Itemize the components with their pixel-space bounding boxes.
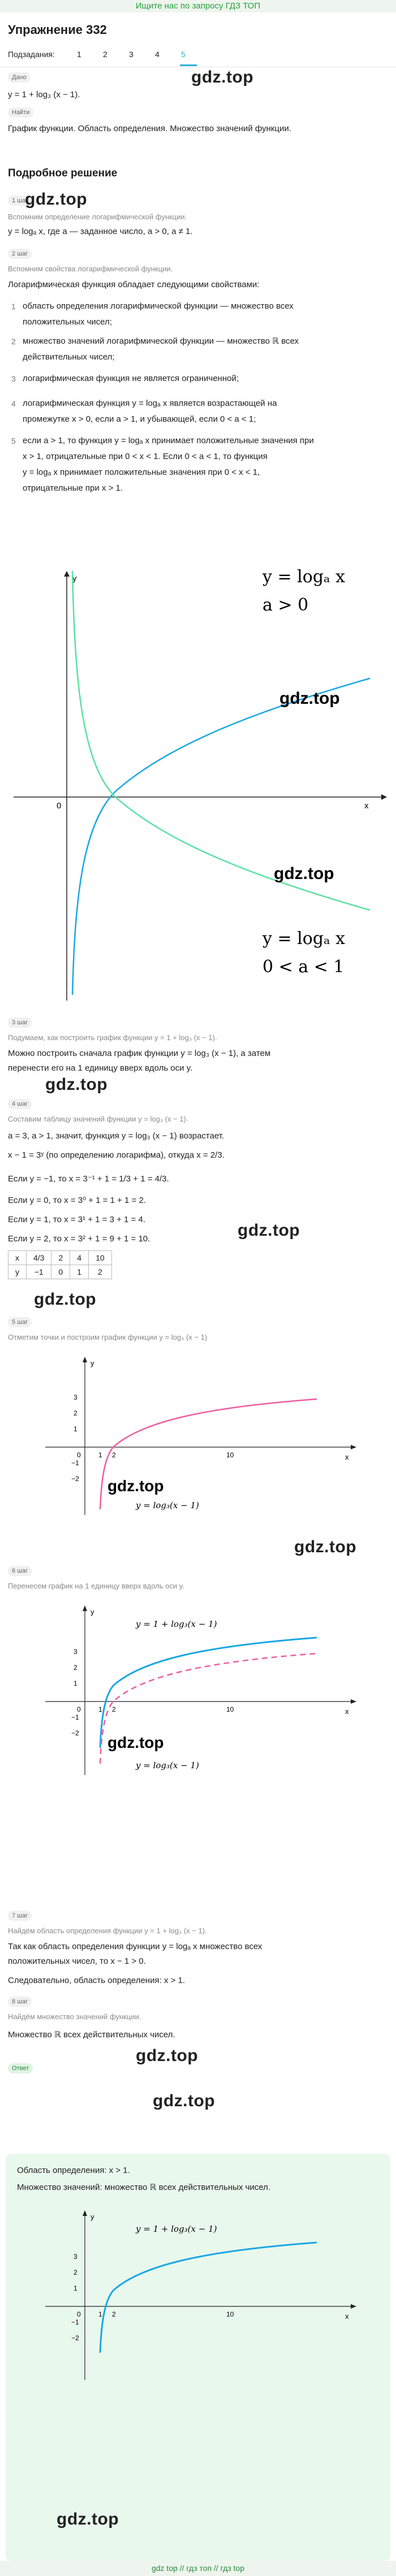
tick-label-x: 1 [98, 2310, 102, 2318]
step1-hint: Вспомним определение логарифмической функции. [8, 213, 187, 221]
origin-label: 0 [77, 2310, 81, 2318]
step2-intro: Логарифмическая функция обладает следующими свойствами: [8, 280, 260, 289]
curve-label: y = log₃(x − 1) [136, 1500, 199, 1510]
original-curve-label: y = log₃(x − 1) [136, 1760, 199, 1770]
y-axis-label: y [91, 2213, 94, 2221]
origin-label: 0 [57, 801, 62, 811]
tab-5[interactable]: 5 [181, 50, 186, 59]
active-tab-indicator [180, 64, 197, 66]
step7-line1: Так как область определения функции y = logₐ x множество всех [8, 1942, 262, 1951]
solution-heading: Подробное решение [8, 167, 118, 179]
tick-label-y: 1 [74, 2284, 78, 2292]
step8-pill: 8 шаг [8, 1997, 32, 2007]
tick-label-x: 2 [112, 1705, 116, 1713]
table-cell: 10 [89, 1251, 112, 1265]
list-number: 2 [11, 337, 16, 346]
x-axis-arrow [381, 794, 387, 800]
table-cell: 1 [70, 1265, 89, 1279]
list-item: логарифмическая функция y = logₐ x является возрастающей на [23, 399, 277, 408]
table-cell: x [8, 1251, 27, 1265]
shifted-curve-label: y = 1 + log₃(x − 1) [136, 1619, 217, 1629]
shifted-curve [100, 1638, 317, 1748]
y-axis-arrow [64, 571, 70, 577]
y-axis-label: y [72, 574, 77, 583]
table-row [8, 1265, 112, 1279]
page-title: Упражнение 332 [8, 23, 107, 37]
step7-line3: Следовательно, область определения: x > 1. [8, 1976, 186, 1985]
x-axis-arrow [351, 1445, 356, 1449]
step7-pill: 7 шаг [8, 1911, 32, 1921]
x-axis-label: x [364, 801, 369, 811]
table-row [8, 1251, 112, 1265]
step3-hint: Подумаем, как построить график функции y = 1 + log₃ (x − 1). [8, 1033, 217, 1042]
step3-pill: 3 шаг [8, 1018, 32, 1028]
label-decreasing-cond: 0 < a < 1 [262, 957, 345, 977]
table-cell: 2 [51, 1251, 70, 1265]
answer-line1: Область определения: x > 1. [17, 2166, 130, 2175]
subtabs-label: Подзадания: [8, 50, 55, 59]
answer-pill: Ответ [8, 2063, 33, 2073]
footer: gdz top // гдз топ // гдз top [0, 2561, 396, 2576]
tick-label-y: 1 [74, 1425, 78, 1433]
values-table [8, 1250, 112, 1279]
watermark: gdz.top [107, 1477, 164, 1495]
step8-line1: Множество ℝ всех действительных чисел. [8, 2030, 175, 2040]
tick-label-y: −2 [71, 1729, 79, 1737]
tick-label-y: −1 [71, 1713, 79, 1721]
watermark: gdz.top [279, 689, 340, 708]
list-item: промежутке x > 0, если a > 1, и убывающей, если 0 < a < 1; [23, 414, 256, 424]
tick-label-x: 1 [98, 1451, 102, 1459]
tick-label-x: 10 [226, 1451, 234, 1459]
y-axis-arrow [83, 2210, 87, 2216]
step8-hint: Найдём множество значений функции. [8, 2012, 141, 2021]
watermark: gdz.top [57, 2510, 119, 2529]
tab-1[interactable]: 1 [77, 50, 81, 59]
tab-3[interactable]: 3 [129, 50, 134, 59]
table-cell: 4/3 [27, 1251, 51, 1265]
step6-hint: Перенесем график на 1 единицу вверх вдоль оси y. [8, 1582, 184, 1590]
watermark: gdz.top [136, 2046, 199, 2065]
label-decreasing: y = logₐ x [262, 929, 346, 949]
banner-link[interactable]: Ищите нас по запросу ГДЗ ТОП [135, 1, 261, 11]
list-number: 3 [11, 374, 16, 383]
step7-line2: положительных чисел, то x − 1 > 0. [8, 1956, 146, 1966]
table-cell: 4 [70, 1251, 89, 1265]
tick-label-y: −1 [71, 2318, 79, 2326]
table-cell: y [8, 1265, 27, 1279]
tick-label-y: 1 [74, 1679, 78, 1687]
tick-label-y: 2 [74, 2268, 78, 2276]
answer-curve-label: y = 1 + log₃(x − 1) [136, 2224, 217, 2234]
graph-shifted [45, 1600, 362, 1781]
y-axis-label: y [91, 1359, 94, 1367]
step4-line: x − 1 = 3ʸ (по определению логарифма), откуда x = 2/3. [8, 1150, 225, 1160]
table-cell: 2 [89, 1265, 112, 1279]
tick-label-y: −1 [71, 1459, 79, 1467]
answer-curve [100, 2242, 317, 2353]
answer-line2: Множество значений: множество ℝ всех действительных чисел. [17, 2183, 271, 2192]
x-axis-label: x [345, 1707, 349, 1716]
y-axis-label: y [91, 1608, 94, 1616]
tick-label-y: 3 [74, 1393, 78, 1401]
label-increasing: y = logₐ x [262, 567, 346, 587]
list-item: множество значений логарифмической функции — множество ℝ всех [23, 336, 299, 346]
x-axis-label: x [345, 2312, 349, 2320]
step4-line: Если y = 0, то x = 3⁰ + 1 = 1 + 1 = 2. [8, 1196, 146, 1205]
step4-line: a = 3, a > 1, значит, функция y = log₃ (x − 1) возрастает. [8, 1131, 225, 1141]
watermark: gdz.top [274, 864, 334, 883]
x-axis-arrow [351, 2304, 356, 2309]
step4-line: Если y = 2, то x = 3² + 1 = 9 + 1 = 10. [8, 1234, 150, 1244]
top-banner [0, 0, 396, 12]
given-pill: Дано [8, 72, 31, 83]
tick-label-y: −2 [71, 1475, 79, 1483]
label-increasing-cond: a > 0 [262, 595, 309, 615]
y-axis-arrow [83, 1605, 87, 1611]
tick-label-x: 2 [112, 1451, 116, 1459]
step4-pill: 4 шаг [8, 1099, 32, 1109]
origin-label: 0 [77, 1451, 81, 1459]
graph-log3-x-minus-1 [45, 1351, 362, 1521]
tick-label-y: 3 [74, 1648, 78, 1656]
watermark: gdz.top [107, 1734, 164, 1751]
list-item: область определения логарифмической функции — множество всех [23, 301, 294, 311]
x-axis-arrow [351, 1699, 356, 1704]
find-text: График функции. Область определения. Множество значений функции. [8, 124, 291, 133]
step4-line: Если y = −1, то x = 3⁻¹ + 1 = 1/3 + 1 = 4/3. [8, 1174, 169, 1184]
tick-label-y: −2 [71, 2334, 79, 2342]
tick-label-x: 2 [112, 2310, 116, 2318]
list-item: если a > 1, то функция y = logₐ x принимает положительные значения при [23, 436, 314, 445]
tick-label-y: 2 [74, 1664, 78, 1672]
step6-pill: 6 шаг [8, 1566, 32, 1576]
list-number: 5 [11, 436, 16, 445]
list-item: действительных чисел; [23, 352, 115, 362]
watermark: gdz.top [238, 1221, 300, 1240]
watermark: gdz.top [191, 68, 254, 86]
list-number: 4 [11, 399, 16, 408]
step2-hint: Вспомним свойства логарифмической функции. [8, 265, 173, 273]
step1-text: y = logₐ x, где a — заданное число, a > 0, a ≠ 1. [8, 227, 193, 236]
watermark: gdz.top [34, 1290, 97, 1309]
tab-4[interactable]: 4 [155, 50, 160, 59]
tick-label-x: 10 [226, 1705, 234, 1713]
x-axis-label: x [345, 1453, 349, 1461]
watermark: gdz.top [25, 190, 88, 209]
list-item: отрицательные при x > 1. [23, 483, 123, 493]
step1-pill: 1 шаг [8, 196, 32, 206]
step3-line2: перенести его на 1 единицу вверх вдоль оси y. [8, 1063, 193, 1073]
subtask-tabs [8, 50, 196, 59]
step3-line1: Можно построить сначала график функции y = log₃ (x − 1), а затем [8, 1049, 271, 1058]
tab-2[interactable]: 2 [103, 50, 107, 59]
tick-label-x: 1 [98, 1705, 102, 1713]
log-functions-graph [8, 509, 388, 1006]
step5-hint: Отметим точки и построим график функции y = log₃ (x − 1) [8, 1333, 208, 1341]
tick-label-y: 3 [74, 2253, 78, 2261]
list-item: положительных чисел; [23, 317, 112, 327]
watermark: gdz.top [45, 1075, 108, 1094]
watermark: gdz.top [153, 2092, 216, 2110]
origin-label: 0 [77, 1705, 81, 1713]
tick-label-x: 10 [226, 2310, 234, 2318]
list-item: y = logₐ x принимает положительные значения при 0 < x < 1, [23, 467, 260, 477]
list-item: логарифмическая функция не является ограниченной; [23, 374, 239, 383]
y-axis-arrow [83, 1357, 87, 1362]
find-pill: Найти [8, 107, 33, 118]
step4-hint: Составим таблицу значений функции y = log₃ (x − 1). [8, 1115, 188, 1123]
step4-line: Если y = 1, то x = 3¹ + 1 = 3 + 1 = 4. [8, 1215, 145, 1224]
watermark: gdz.top [294, 1538, 357, 1556]
step2-pill: 2 шаг [8, 249, 32, 259]
step5-pill: 5 шаг [8, 1317, 32, 1327]
list-number: 1 [11, 302, 16, 311]
decreasing-log-curve [72, 571, 370, 910]
list-item: x > 1, отрицательные при 0 < x < 1. Если 0 < a < 1, то функция [23, 452, 268, 461]
table-cell: −1 [27, 1265, 51, 1279]
step7-hint: Найдём область определения функции y = 1 + log₃ (x − 1). [8, 1926, 207, 1935]
table-cell: 0 [51, 1265, 70, 1279]
given-formula: y = 1 + log₃ (x − 1). [8, 90, 80, 99]
tick-label-y: 2 [74, 1409, 78, 1417]
answer-graph [45, 2205, 362, 2385]
